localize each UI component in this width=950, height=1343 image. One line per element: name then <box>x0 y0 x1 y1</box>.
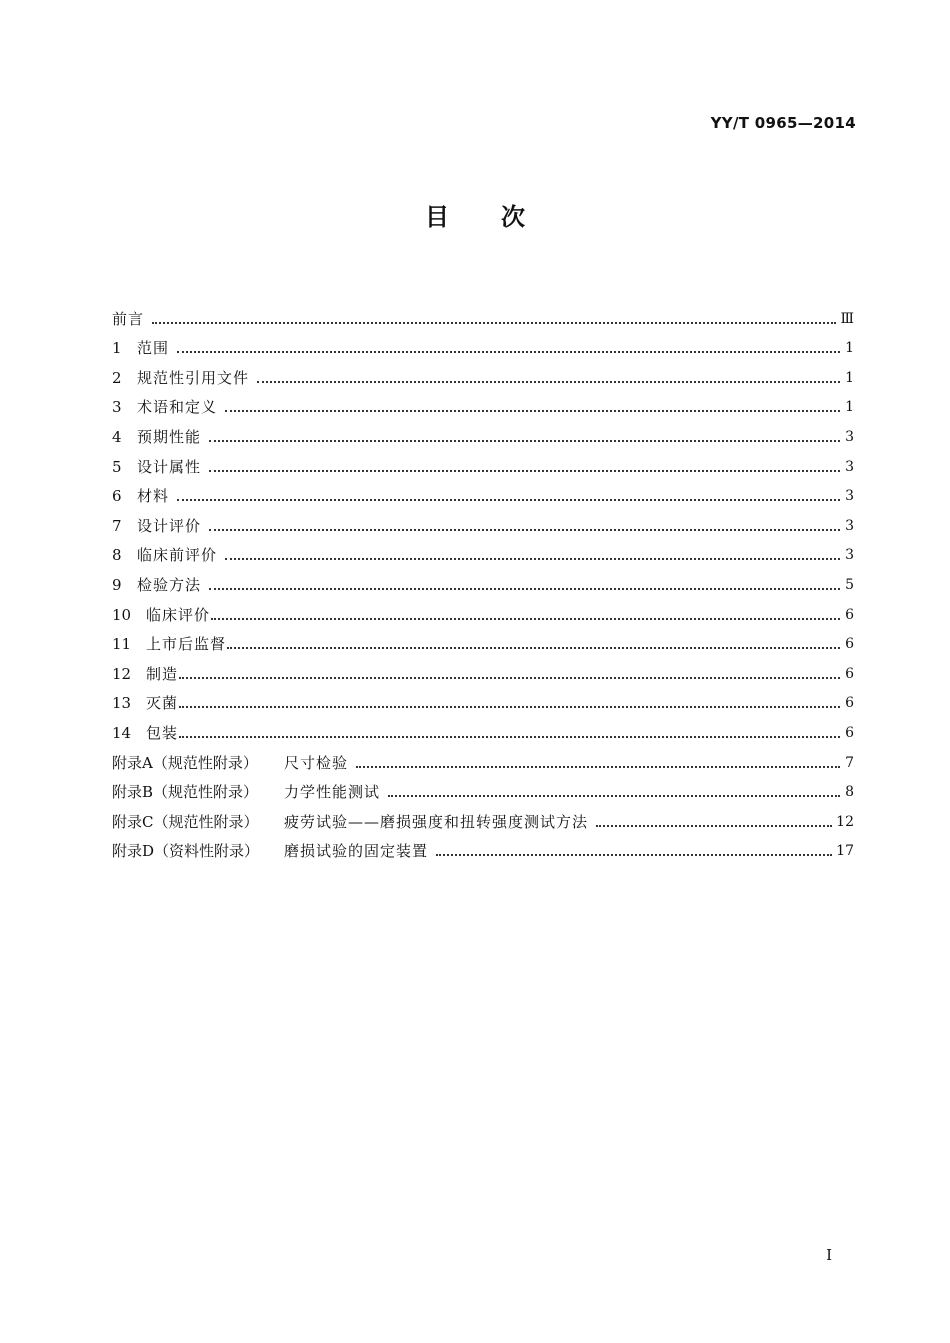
toc-entry-10[interactable] <box>112 594 854 624</box>
toc-entry-14[interactable] <box>112 712 854 742</box>
toc-leader-dots <box>356 766 840 768</box>
page-number: I <box>826 1246 832 1264</box>
toc-leader-dots <box>179 677 840 679</box>
toc-page-number: 6 <box>845 636 854 653</box>
toc-label: 检验方法 <box>137 575 202 594</box>
toc-entry-6[interactable] <box>112 476 854 506</box>
toc-leader-dots <box>225 410 840 412</box>
toc-label: 临床前评价 <box>137 546 218 565</box>
toc-entry-13[interactable] <box>112 683 854 713</box>
toc-entry-9[interactable] <box>112 564 854 594</box>
toc-section-number: 2 <box>112 368 122 387</box>
toc-label: 包装 <box>146 723 179 742</box>
toc-section-number: 8 <box>112 546 122 565</box>
toc-section-number: 14 <box>112 723 132 742</box>
toc-label: 尺寸检验 <box>284 753 349 772</box>
toc-page-number: 12 <box>836 813 854 830</box>
toc-section-number: 5 <box>112 457 122 476</box>
toc-page-number: 17 <box>836 843 854 860</box>
toc-entry-7[interactable] <box>112 505 854 535</box>
toc-label: 前言 <box>112 309 145 328</box>
toc-label: 上市后监督 <box>146 635 227 654</box>
toc-section-number: 11 <box>112 635 132 654</box>
page-title: 目次 <box>425 203 577 231</box>
toc-leader-dots <box>257 381 840 383</box>
toc-page-number: 3 <box>845 517 854 534</box>
toc-label: 设计属性 <box>137 457 202 476</box>
toc-label: 力学性能测试 <box>284 783 381 802</box>
toc-page-number: 6 <box>845 695 854 712</box>
toc-leader-dots <box>227 647 840 649</box>
toc-label: 术语和定义 <box>137 398 218 417</box>
toc-leader-dots <box>209 588 840 590</box>
toc-label: 临床评价 <box>146 605 211 624</box>
toc-entry-12[interactable] <box>112 653 854 683</box>
toc-leader-dots <box>436 854 832 856</box>
toc-label: 疲劳试验——磨损强度和扭转强度测试方法 <box>284 812 589 831</box>
toc-page-number: 1 <box>845 399 854 416</box>
toc-label: 范围 <box>137 339 170 358</box>
toc-entry-annex-b[interactable] <box>112 772 854 802</box>
toc-leader-dots <box>177 499 840 501</box>
toc-leader-dots <box>179 736 840 738</box>
toc-page-number: 7 <box>845 754 854 771</box>
toc-label: 磨损试验的固定装置 <box>284 842 429 861</box>
toc-entry-3[interactable] <box>112 387 854 417</box>
toc-entry-annex-c[interactable] <box>112 801 854 831</box>
toc-leader-dots <box>211 618 840 620</box>
toc-page-number: 3 <box>845 428 854 445</box>
toc-annex-tag: 附录C（规范性附录） <box>112 812 259 831</box>
toc-entry-5[interactable] <box>112 446 854 476</box>
toc-page-number: 3 <box>845 458 854 475</box>
toc-leader-dots <box>177 351 840 353</box>
toc-page-number: 3 <box>845 488 854 505</box>
toc-page-number: 6 <box>845 606 854 623</box>
toc-leader-dots <box>152 322 836 324</box>
toc-annex-tag: 附录B（规范性附录） <box>112 783 259 802</box>
toc-leader-dots <box>209 529 840 531</box>
toc-label: 预期性能 <box>137 427 202 446</box>
toc-leader-dots <box>209 470 840 472</box>
toc-label: 灭菌 <box>146 694 179 713</box>
standard-code: YY/T 0965—2014 <box>710 114 856 132</box>
toc-page-number: 1 <box>845 369 854 386</box>
toc-page-number: 1 <box>845 340 854 357</box>
toc-entry-foreword[interactable] <box>112 298 854 328</box>
toc-page-number: 3 <box>845 547 854 564</box>
toc-section-number: 6 <box>112 487 122 506</box>
toc-section-number: 9 <box>112 575 122 594</box>
toc-page-number: 6 <box>845 665 854 682</box>
toc-leader-dots <box>596 825 832 827</box>
toc-page-number: Ⅲ <box>840 310 854 327</box>
toc-leader-dots <box>225 558 840 560</box>
toc-section-number: 4 <box>112 427 122 446</box>
toc-entry-8[interactable] <box>112 535 854 565</box>
toc-entry-annex-d[interactable] <box>112 831 854 861</box>
toc-label: 材料 <box>137 487 170 506</box>
toc-label: 制造 <box>146 664 179 683</box>
table-of-contents <box>112 298 854 860</box>
toc-leader-dots <box>388 795 840 797</box>
toc-label: 设计评价 <box>137 516 202 535</box>
toc-section-number: 3 <box>112 398 122 417</box>
toc-section-number: 1 <box>112 339 122 358</box>
toc-section-number: 7 <box>112 516 122 535</box>
toc-page-number: 6 <box>845 724 854 741</box>
toc-entry-4[interactable] <box>112 416 854 446</box>
toc-entry-1[interactable] <box>112 328 854 358</box>
toc-entry-2[interactable] <box>112 357 854 387</box>
toc-leader-dots <box>179 706 840 708</box>
toc-page-number: 8 <box>845 784 854 801</box>
toc-section-number: 12 <box>112 664 132 683</box>
toc-entry-annex-a[interactable] <box>112 742 854 772</box>
toc-label: 规范性引用文件 <box>137 368 250 387</box>
toc-section-number: 13 <box>112 694 132 713</box>
toc-page-number: 5 <box>845 576 854 593</box>
toc-section-number: 10 <box>112 605 132 624</box>
toc-leader-dots <box>209 440 840 442</box>
toc-entry-11[interactable] <box>112 624 854 654</box>
toc-annex-tag: 附录A（规范性附录） <box>112 753 258 772</box>
toc-annex-tag: 附录D（资料性附录） <box>112 842 260 861</box>
